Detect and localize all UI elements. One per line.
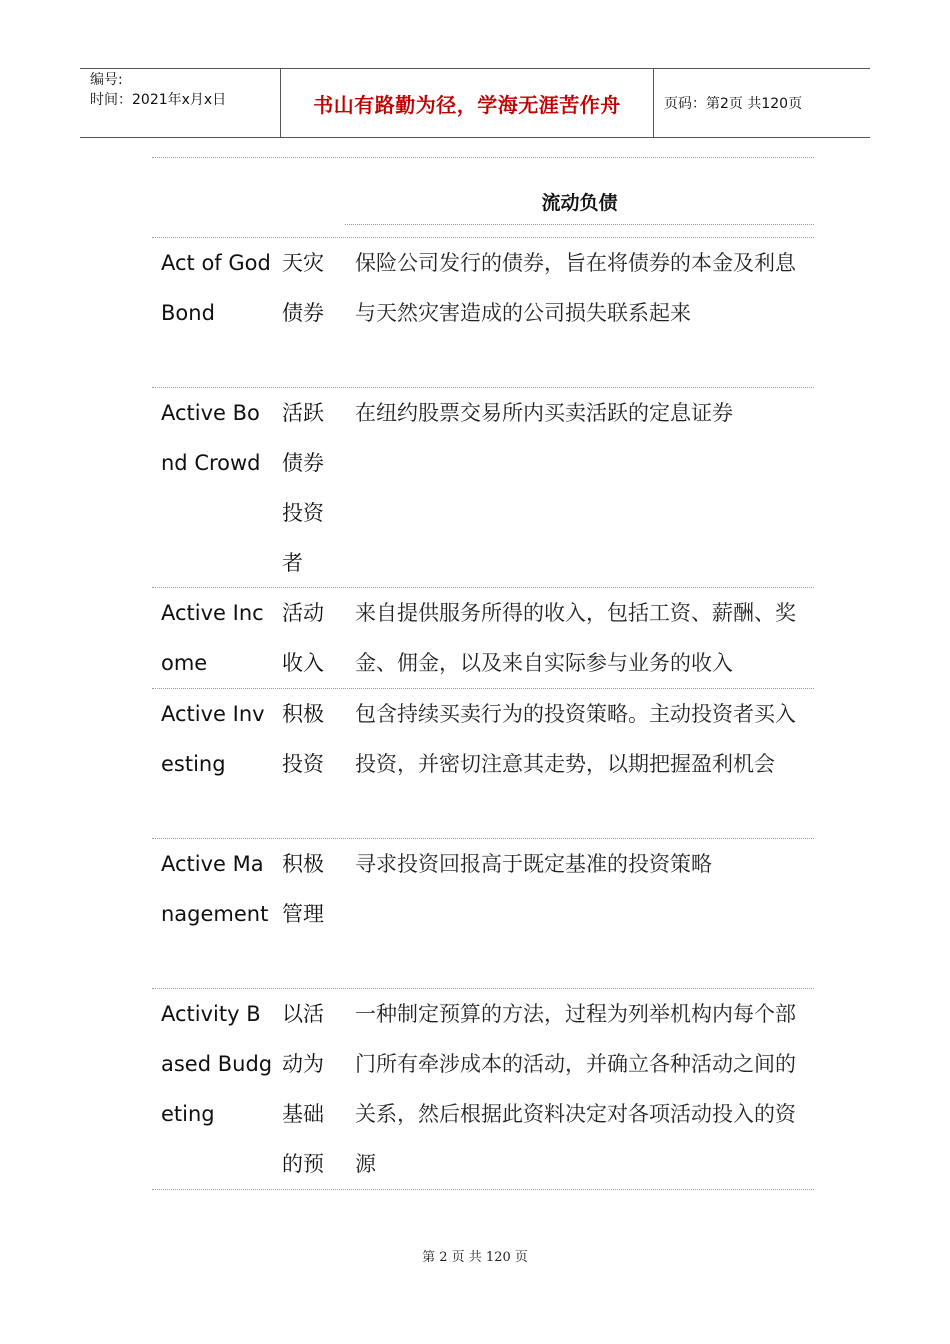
section-rule bbox=[345, 224, 814, 225]
table-body bbox=[152, 237, 814, 1190]
table-row bbox=[152, 388, 814, 588]
section-heading bbox=[345, 173, 814, 225]
term-english: Active Investing bbox=[161, 702, 265, 776]
section-title: 流动负债 bbox=[541, 192, 618, 214]
table-row bbox=[152, 588, 814, 689]
term-description: 寻求投资回报高于既定基准的投资策略 bbox=[355, 852, 712, 876]
term-english: Active Bond Crowd bbox=[161, 401, 261, 475]
header-page-info: 页码：第2页 共120页 bbox=[664, 96, 803, 112]
term-chinese: 以活动为基础的预 bbox=[282, 1002, 324, 1176]
table-row bbox=[152, 689, 814, 839]
term-description: 一种制定预算的方法，过程为列举机构内每个部门所有牵涉成本的活动，并确立各种活动之间的关系，然后根据此资料决定对各项活动投入的资源 bbox=[355, 1002, 796, 1176]
term-chinese: 积极管理 bbox=[282, 852, 324, 926]
page-footer: 第 2 页 共 120 页 bbox=[422, 1250, 528, 1265]
table-row bbox=[152, 989, 814, 1190]
table-row bbox=[152, 238, 814, 388]
term-description: 在纽约股票交易所内买卖活跃的定息证券 bbox=[355, 401, 733, 425]
term-chinese: 积极投资 bbox=[282, 702, 324, 776]
term-chinese: 天灾债券 bbox=[282, 251, 324, 325]
table-row bbox=[152, 839, 814, 989]
term-description: 来自提供服务所得的收入，包括工资、薪酬、奖金、佣金，以及来自实际参与业务的收入 bbox=[355, 601, 796, 675]
table-top-rule bbox=[152, 157, 814, 158]
term-english: Active Management bbox=[161, 852, 269, 926]
term-description: 保险公司发行的债券，旨在将债券的本金及利息与天然灾害造成的公司损失联系起来 bbox=[355, 251, 796, 325]
term-description: 包含持续买卖行为的投资策略。主动投资者买入投资，并密切注意其走势，以期把握盈利机会 bbox=[355, 702, 796, 776]
header-meta bbox=[80, 69, 281, 137]
term-chinese: 活动收入 bbox=[282, 601, 324, 675]
term-english: Activity Based Budgeting bbox=[161, 1002, 273, 1126]
header-motto: 书山有路勤为径，学海无涯苦作舟 bbox=[281, 69, 654, 137]
page-header bbox=[80, 68, 870, 138]
time-label: 时间：2021年x月x日 bbox=[90, 92, 227, 108]
term-english: Act of God Bond bbox=[161, 251, 271, 325]
term-english: Active Income bbox=[161, 601, 264, 675]
number-label: 编号: bbox=[90, 72, 123, 88]
term-chinese: 活跃债券投资者 bbox=[282, 401, 324, 575]
